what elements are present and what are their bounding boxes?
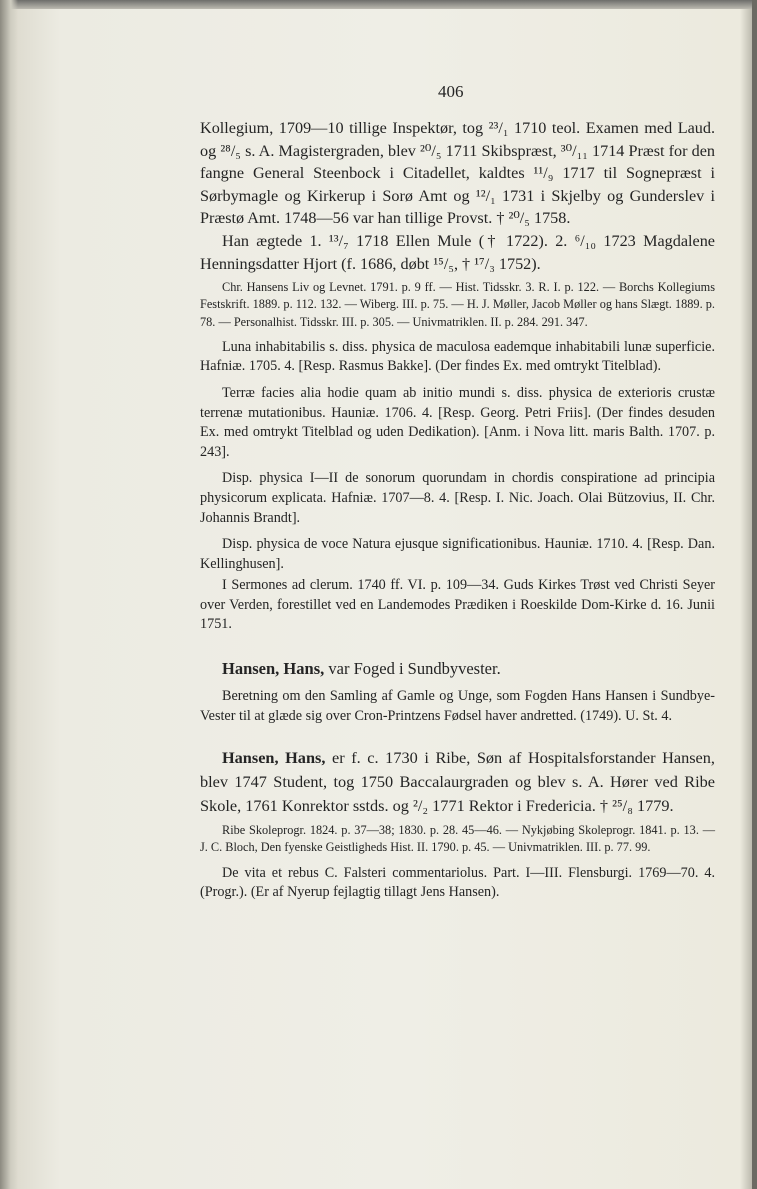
entry-bio-continued: Kollegium, 1709—10 tillige Inspektør, tog ²³/₁ 1710 teol. Examen med Laud. og ²⁸/₅ s. A. Magistergraden, blev ²⁰/₅ 1711 Skibspræst, ³⁰/₁₁ 1714 Præst for den fangne General Steenbock i Citadellet, kaldtes ¹¹/₉ 1717 til Sognepræst i Sørbymagle og Kirkerup i Sorø Amt og ¹²/₁ 1731 i Skjelby og Gunderslev i Præstø Amt. 1748—56 var han tillige Provst. † ²⁰/₅ 1758. bbox=[200, 119, 715, 228]
work-item: I Sermones ad clerum. 1740 ff. VI. p. 109—34. Guds Kirkes Trøst ved Christi Seyer over Verden, forestillet ved en Landemodes Prædiken i Roeskilde Dom-Kirke d. 16. Junii 1751. bbox=[200, 577, 715, 633]
page-number: 406 bbox=[438, 82, 464, 101]
binding-gutter bbox=[0, 0, 18, 1189]
work-item: Beretning om den Samling af Gamle og Unge, som Fogden Hans Hansen i Sundbye-Vester til at glæde sig over Cron-Printzens Fødsel haver andretted. (1749). U. St. 4. bbox=[200, 688, 715, 724]
entry-marriage: Han ægtede 1. ¹³/₇ 1718 Ellen Mule († 1722). 2. ⁶/₁₀ 1723 Magdalene Henningsdatter Hjort (f. 1686, døbt ¹⁵/₅, † ¹⁷/₃ 1752). bbox=[200, 231, 715, 273]
work-item: Luna inhabitabilis s. diss. physica de maculosa eademque inhabitabili lunæ superficie. Hafniæ. 1705. 4. [Resp. Rasmus Bakke]. (Der findes Ex. med omtrykt Titelblad). bbox=[200, 338, 715, 375]
work-item: Disp. physica I—II de sonorum quorundam in chordis conspiratione ad principia physicorum explicata. Hafniæ. 1707—8. 4. [Resp. I. Nic. Joach. Olai Bützovius, II. Chr. Johannis Brandt]. bbox=[200, 470, 715, 526]
entry-name: Hansen, Hans, bbox=[222, 659, 325, 679]
entry-bio: var Foged i Sundbyvester. bbox=[324, 659, 501, 679]
work-item: De vita et rebus C. Falsteri commentariolus. Part. I—III. Flensburgi. 1769—70. 4. (Progr.). (Er af Nyerup fejlagtig tillagt Jens Hansen). bbox=[200, 864, 715, 901]
page-top-edge bbox=[0, 0, 757, 9]
entry-sources: Ribe Skoleprogr. 1824. p. 37—38; 1830. p. 28. 45—46. — Nykjøbing Skoleprogr. 1841. p. 13. — J. C. Bloch, Den fyenske Geistligheds Hist. II. 1790. p. 45. — Univmatriklen. III. p. 77. 99. bbox=[200, 823, 715, 855]
page-body bbox=[200, 117, 715, 903]
entry-name: Hansen, Hans, bbox=[222, 748, 326, 768]
entry-hansen-foged bbox=[200, 657, 715, 680]
work-item: Terræ facies alia hodie quam ab initio mundi s. diss. physica de exterioris crustæ terrenæ mutationibus. Hauniæ. 1706. 4. [Resp. Georg. Petri Friis]. (Der findes desuden Ex. med omtrykt Titelblad og uden Dedikation). [Anm. i Nova litt. maris Balth. 1707. p. 243]. bbox=[200, 384, 715, 460]
page-right-edge bbox=[752, 0, 757, 1189]
entry-hansen-ribe bbox=[200, 746, 715, 818]
entry-sources: Chr. Hansens Liv og Levnet. 1791. p. 9 ff. — Hist. Tidsskr. 3. R. I. p. 122. — Borchs Kollegiums Festskrift. 1889. p. 112. 132. — Wiberg. III. p. 75. — H. J. Møller, Jacob Møller og hans Slægt. 1889. p. 78. — Personalhist. Tidsskr. III. p. 305. — Univmatriklen. II. p. 284. 291. 347. bbox=[200, 280, 715, 329]
entry-bio: er f. c. 1730 i Ribe, Søn af Hospitalsforstander Hansen, blev 1747 Student, tog 1750 Baccalaurgraden og blev s. A. Hører ved Ribe Skole, 1761 Konrektor sstds. og ²/₂ 1771 Rektor i Fredericia. † ²⁵/₈ 1779. bbox=[200, 748, 715, 816]
work-item: Disp. physica de voce Natura ejusque significationibus. Hauniæ. 1710. 4. [Resp. Dan. Kellinghusen]. bbox=[200, 536, 715, 572]
